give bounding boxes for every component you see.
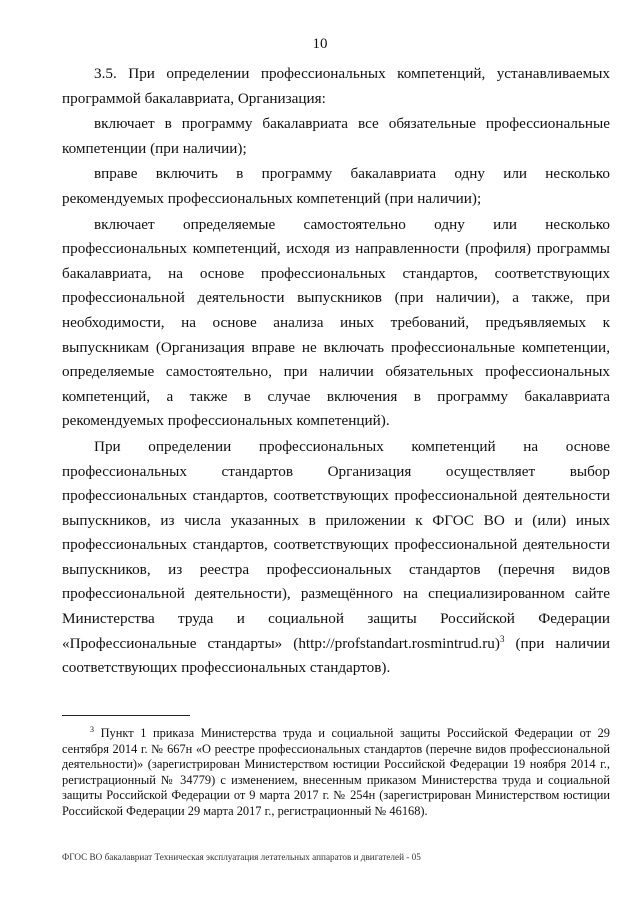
footnote-divider — [62, 715, 190, 716]
body-text — [62, 62, 610, 681]
footnote — [62, 726, 610, 820]
paragraph-text-continued: (при наличии соответствующих профессиональных стандартов). — [62, 634, 611, 677]
paragraph-recommended-competencies: вправе включить в программу бакалавриата одну или несколько рекомендуемых профессиональных компетенций (при наличии); — [62, 165, 610, 207]
page-number: 10 — [312, 36, 328, 52]
footnote-text: Пункт 1 приказа Министерства труда и социальной защиты Российской Федерации от 29 сентября 2014 г. № 667н «О реестре профессиональных стандартов (перечне видов профессиональной деятельности)» (зарегистрирован Министерством юстиции Российской Федерации 19 ноября 2014 г., регистрационный № 34779) с изменением, внесенным приказом Министерства труда и социальной защиты Российской Федерации от 9 марта 2017 г. № 254н (зарегистрирован Министерством юстиции Российской Федерации 29 марта 2017 г., регистрационный № 46168). — [62, 726, 610, 818]
footnote-marker: 3 — [90, 725, 94, 734]
paragraph-3-5: 3.5. При определении профессиональных компетенций, устанавливаемых программой бакалавриата, Организация: — [62, 65, 610, 107]
paragraph-professional-standards — [62, 435, 610, 681]
paragraph-own-competencies: включает определяемые самостоятельно одну или несколько профессиональных компетенций, исходя из направленности (профиля) программы бакалавриата, на основе профессиональных стандартов, соответствующих профессиональной деятельности выпускников (при наличии), а также, при необходимости, на основе анализа иных требований, предъявляемых к выпускникам (Организация вправе не включать профессиональные компетенции, определяемые самостоятельно, при наличии обязательных профессиональных компетенций, а также в случае включения в программу бакалавриата рекомендуемых профессиональных компетенций). — [62, 215, 610, 430]
paragraph-text: При определении профессиональных компетенций на основе профессиональных стандартов Организация осуществляет выбор профессиональных стандартов, соответствующих профессиональной деятельности выпускников, из числа указанных в приложении к ФГОС ВО и (или) иных профессиональных стандартов, соответствующих профессиональной деятельности выпускников, из реестра профессиональных стандартов (перечня видов профессиональной деятельности), размещённого на специализированном сайте Министерства труда и социальной защиты Российской Федерации «Профессиональные стандарты» (http://profstandart.rosmintrud.ru) — [62, 437, 610, 652]
page-footer: ФГОС ВО бакалавриат Техническая эксплуатация летательных аппаратов и двигателей - 05 — [62, 852, 421, 862]
footnote-reference[interactable]: 3 — [499, 633, 505, 644]
paragraph-mandatory-competencies: включает в программу бакалавриата все обязательные профессиональные компетенции (при наличии); — [62, 115, 610, 157]
